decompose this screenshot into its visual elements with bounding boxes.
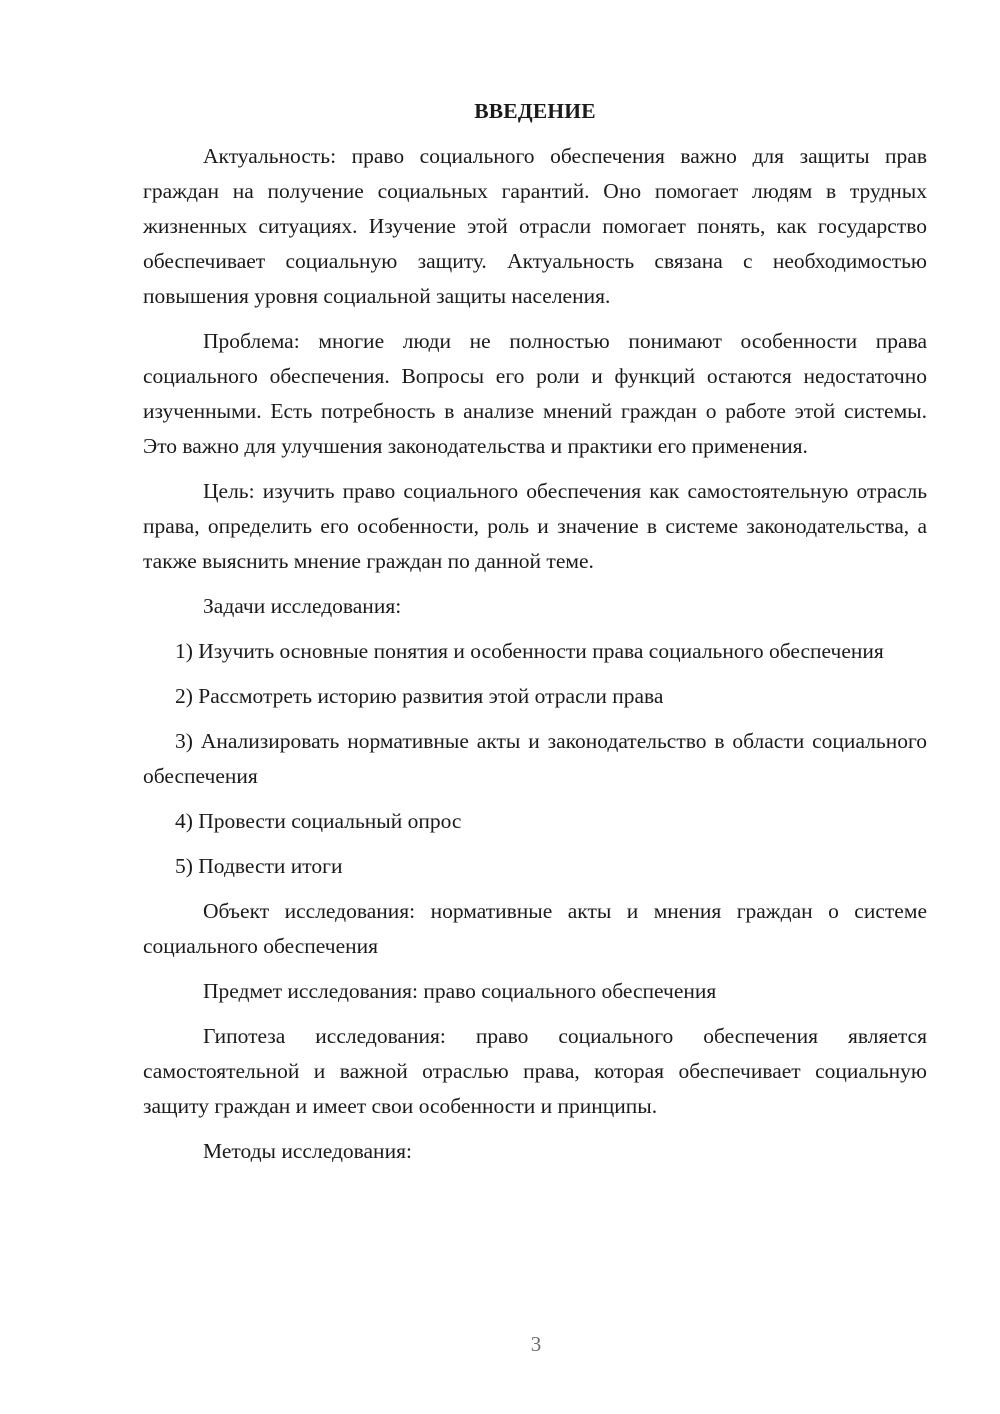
- relevance-paragraph: Актуальность: право социального обеспечения важно для защиты прав граждан на получение социальных гарантий. Оно помогает людям в трудных жизненных ситуациях. Изучение этой отрасли помогает понять, как государство обеспечивает социальную защиту. Актуальность связана с необходимостью повышения уровня социальной защиты населения.: [143, 144, 927, 308]
- task-item: 2) Рассмотреть историю развития этой отрасли права: [175, 684, 664, 708]
- page-title: ВВЕДЕНИЕ: [474, 99, 596, 123]
- task-item: 4) Провести социальный опрос: [175, 809, 462, 833]
- methods-heading: Методы исследования:: [203, 1139, 412, 1163]
- problem-paragraph: Проблема: многие люди не полностью понимают особенности права социального обеспечения. Вопросы его роли и функций остаются недостаточно изученными. Есть потребность в анализе мнений граждан о работе этой системы. Это важно для улучшения законодательства и практики его применения.: [143, 329, 927, 458]
- object-paragraph: Объект исследования: нормативные акты и мнения граждан о системе социального обеспечения: [143, 899, 927, 958]
- task-item: 5) Подвести итоги: [175, 854, 343, 878]
- tasks-heading: Задачи исследования:: [203, 594, 402, 618]
- task-item: 3) Анализировать нормативные акты и законодательство в области социального обеспечения: [143, 729, 927, 788]
- document-page: [143, 94, 927, 1179]
- task-item: 1) Изучить основные понятия и особенности права социального обеспечения: [175, 639, 884, 663]
- tasks-list: [143, 634, 927, 884]
- hypothesis-paragraph: Гипотеза исследования: право социального обеспечения является самостоятельной и важной отраслью права, которая обеспечивает социальную защиту граждан и имеет свои особенности и принципы.: [143, 1024, 927, 1118]
- page-number: 3: [530, 1332, 542, 1356]
- goal-paragraph: Цель: изучить право социального обеспечения как самостоятельную отрасль права, определить его особенности, роль и значение в системе законодательства, а также выяснить мнение граждан по данной теме.: [143, 479, 927, 573]
- subject-paragraph: Предмет исследования: право социального обеспечения: [203, 979, 717, 1003]
